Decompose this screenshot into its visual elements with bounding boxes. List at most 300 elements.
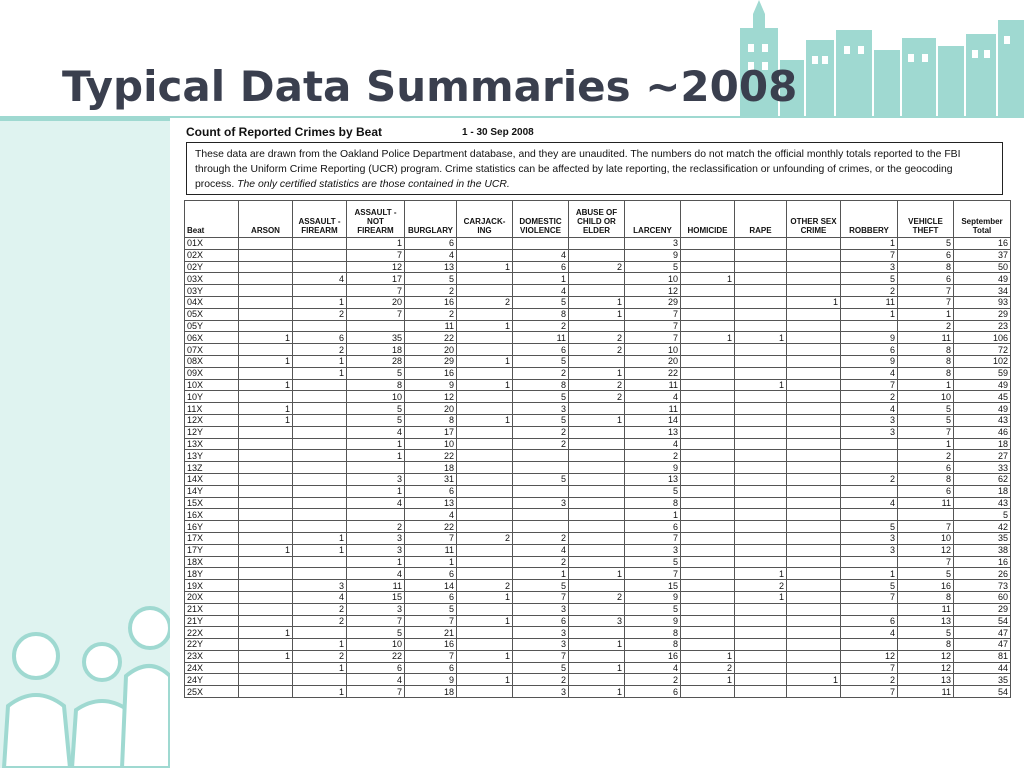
count-cell: 1 <box>347 238 405 250</box>
count-cell <box>457 473 513 485</box>
count-cell: 35 <box>954 532 1011 544</box>
table-row <box>185 485 1011 497</box>
count-cell: 3 <box>293 580 347 592</box>
count-cell <box>293 521 347 533</box>
count-cell: 34 <box>954 285 1011 297</box>
count-cell <box>735 462 787 474</box>
count-cell <box>787 544 841 556</box>
count-cell <box>787 521 841 533</box>
count-cell <box>841 556 898 568</box>
count-cell: 4 <box>841 497 898 509</box>
beat-cell: 04X <box>185 296 239 308</box>
count-cell: 7 <box>347 308 405 320</box>
count-cell: 14 <box>625 414 681 426</box>
count-cell <box>681 308 735 320</box>
count-cell: 47 <box>954 627 1011 639</box>
column-header: ABUSE OF CHILD OR ELDER <box>569 201 625 238</box>
count-cell <box>457 686 513 698</box>
count-cell <box>681 296 735 308</box>
count-cell <box>513 485 569 497</box>
count-cell <box>239 615 293 627</box>
count-cell <box>569 238 625 250</box>
count-cell <box>239 473 293 485</box>
count-cell: 5 <box>841 580 898 592</box>
table-row <box>185 497 1011 509</box>
count-cell: 1 <box>347 556 405 568</box>
count-cell: 27 <box>954 450 1011 462</box>
beat-cell: 03X <box>185 273 239 285</box>
table-row <box>185 521 1011 533</box>
count-cell: 20 <box>405 344 457 356</box>
count-cell: 8 <box>898 367 954 379</box>
column-header: ASSAULT - NOT FIREARM <box>347 201 405 238</box>
count-cell <box>569 580 625 592</box>
count-cell: 1 <box>239 332 293 344</box>
count-cell: 8 <box>625 639 681 651</box>
count-cell: 3 <box>347 532 405 544</box>
count-cell <box>681 556 735 568</box>
count-cell <box>293 320 347 332</box>
table-row <box>185 355 1011 367</box>
count-cell: 4 <box>625 662 681 674</box>
count-cell: 6 <box>898 485 954 497</box>
count-cell: 6 <box>513 344 569 356</box>
count-cell: 5 <box>841 273 898 285</box>
table-row <box>185 320 1011 332</box>
table-row <box>185 238 1011 250</box>
count-cell: 22 <box>405 450 457 462</box>
beat-cell: 13Z <box>185 462 239 474</box>
count-cell: 6 <box>841 615 898 627</box>
count-cell <box>457 627 513 639</box>
count-cell: 2 <box>513 674 569 686</box>
count-cell: 1 <box>457 674 513 686</box>
count-cell: 7 <box>841 591 898 603</box>
count-cell <box>681 367 735 379</box>
count-cell: 12 <box>625 285 681 297</box>
count-cell: 1 <box>457 615 513 627</box>
count-cell: 49 <box>954 379 1011 391</box>
count-cell <box>457 450 513 462</box>
beat-cell: 21X <box>185 603 239 615</box>
count-cell <box>569 438 625 450</box>
count-cell: 7 <box>841 379 898 391</box>
count-cell <box>347 462 405 474</box>
count-cell <box>239 568 293 580</box>
count-cell: 2 <box>513 426 569 438</box>
count-cell <box>569 497 625 509</box>
count-cell: 31 <box>405 473 457 485</box>
count-cell: 5 <box>347 414 405 426</box>
count-cell: 15 <box>625 580 681 592</box>
count-cell <box>681 249 735 261</box>
count-cell: 1 <box>787 296 841 308</box>
count-cell <box>569 462 625 474</box>
table-row <box>185 662 1011 674</box>
count-cell: 13 <box>898 615 954 627</box>
count-cell: 37 <box>954 249 1011 261</box>
count-cell: 5 <box>405 273 457 285</box>
count-cell <box>293 426 347 438</box>
count-cell: 1 <box>513 273 569 285</box>
beat-cell: 12Y <box>185 426 239 438</box>
count-cell <box>347 509 405 521</box>
count-cell <box>457 568 513 580</box>
count-cell <box>841 438 898 450</box>
count-cell: 2 <box>569 344 625 356</box>
count-cell: 29 <box>625 296 681 308</box>
count-cell: 2 <box>841 285 898 297</box>
count-cell <box>239 497 293 509</box>
count-cell <box>569 249 625 261</box>
count-cell: 4 <box>625 438 681 450</box>
count-cell: 29 <box>954 308 1011 320</box>
count-cell: 2 <box>625 674 681 686</box>
count-cell: 8 <box>898 344 954 356</box>
beat-cell: 06X <box>185 332 239 344</box>
count-cell <box>569 509 625 521</box>
table-row <box>185 674 1011 686</box>
count-cell <box>787 473 841 485</box>
count-cell: 3 <box>569 615 625 627</box>
count-cell <box>293 497 347 509</box>
count-cell: 11 <box>405 544 457 556</box>
count-cell: 6 <box>625 686 681 698</box>
count-cell <box>787 485 841 497</box>
report-disclaimer <box>186 142 1003 195</box>
count-cell: 6 <box>405 568 457 580</box>
count-cell: 2 <box>405 308 457 320</box>
count-cell <box>681 639 735 651</box>
count-cell: 1 <box>239 355 293 367</box>
count-cell <box>457 521 513 533</box>
count-cell: 38 <box>954 544 1011 556</box>
count-cell: 1 <box>239 414 293 426</box>
count-cell <box>239 249 293 261</box>
count-cell <box>787 320 841 332</box>
count-cell <box>293 485 347 497</box>
beat-cell: 03Y <box>185 285 239 297</box>
beat-cell: 24Y <box>185 674 239 686</box>
count-cell: 5 <box>898 568 954 580</box>
count-cell: 3 <box>347 603 405 615</box>
count-cell <box>513 509 569 521</box>
count-cell: 46 <box>954 426 1011 438</box>
count-cell <box>293 379 347 391</box>
count-cell <box>457 639 513 651</box>
report-heading: Count of Reported Crimes by Beat <box>186 125 383 139</box>
count-cell: 3 <box>513 639 569 651</box>
count-cell <box>681 285 735 297</box>
table-row <box>185 344 1011 356</box>
count-cell: 6 <box>513 261 569 273</box>
table-row <box>185 544 1011 556</box>
table-row <box>185 603 1011 615</box>
count-cell: 13 <box>405 261 457 273</box>
count-cell: 1 <box>405 556 457 568</box>
column-header: CARJACK-ING <box>457 201 513 238</box>
count-cell: 7 <box>347 249 405 261</box>
count-cell: 72 <box>954 344 1011 356</box>
count-cell: 3 <box>625 238 681 250</box>
count-cell: 2 <box>681 662 735 674</box>
count-cell <box>457 462 513 474</box>
count-cell <box>681 320 735 332</box>
column-header: DOMESTIC VIOLENCE <box>513 201 569 238</box>
count-cell: 12 <box>898 662 954 674</box>
count-cell: 3 <box>841 532 898 544</box>
column-header: HOMICIDE <box>681 201 735 238</box>
count-cell: 50 <box>954 261 1011 273</box>
count-cell: 35 <box>954 674 1011 686</box>
count-cell: 11 <box>625 403 681 415</box>
count-cell: 4 <box>293 591 347 603</box>
count-cell: 9 <box>405 379 457 391</box>
count-cell: 8 <box>898 473 954 485</box>
count-cell: 1 <box>735 568 787 580</box>
count-cell: 22 <box>625 367 681 379</box>
count-cell <box>457 344 513 356</box>
count-cell: 35 <box>347 332 405 344</box>
count-cell <box>735 532 787 544</box>
count-cell: 1 <box>239 403 293 415</box>
count-cell: 16 <box>954 556 1011 568</box>
count-cell: 5 <box>513 355 569 367</box>
beat-cell: 21Y <box>185 615 239 627</box>
count-cell: 3 <box>841 426 898 438</box>
count-cell: 18 <box>954 438 1011 450</box>
count-cell: 10 <box>347 391 405 403</box>
count-cell: 20 <box>405 403 457 415</box>
count-cell: 1 <box>681 332 735 344</box>
column-header: ARSON <box>239 201 293 238</box>
count-cell <box>569 532 625 544</box>
table-row <box>185 568 1011 580</box>
count-cell <box>681 426 735 438</box>
count-cell <box>347 320 405 332</box>
count-cell: 11 <box>625 379 681 391</box>
count-cell: 3 <box>513 686 569 698</box>
count-cell: 12 <box>898 544 954 556</box>
report-date-range: 1 - 30 Sep 2008 <box>462 127 534 138</box>
table-row <box>185 261 1011 273</box>
count-cell: 1 <box>569 296 625 308</box>
count-cell: 5 <box>898 403 954 415</box>
count-cell: 22 <box>405 521 457 533</box>
count-cell: 6 <box>898 273 954 285</box>
count-cell: 33 <box>954 462 1011 474</box>
count-cell: 1 <box>841 308 898 320</box>
count-cell: 4 <box>347 426 405 438</box>
count-cell <box>513 238 569 250</box>
count-cell: 5 <box>347 403 405 415</box>
column-header: LARCENY <box>625 201 681 238</box>
count-cell <box>787 273 841 285</box>
count-cell: 47 <box>954 639 1011 651</box>
count-cell: 9 <box>841 332 898 344</box>
count-cell: 7 <box>405 532 457 544</box>
count-cell: 5 <box>841 521 898 533</box>
count-cell: 1 <box>293 532 347 544</box>
count-cell <box>681 485 735 497</box>
count-cell <box>735 391 787 403</box>
count-cell <box>787 344 841 356</box>
count-cell <box>681 568 735 580</box>
count-cell <box>457 438 513 450</box>
count-cell <box>735 662 787 674</box>
count-cell <box>457 509 513 521</box>
beat-cell: 19X <box>185 580 239 592</box>
count-cell: 9 <box>405 674 457 686</box>
count-cell: 16 <box>954 238 1011 250</box>
count-cell <box>239 320 293 332</box>
count-cell: 11 <box>898 686 954 698</box>
table-header-row <box>185 201 1011 238</box>
count-cell: 13 <box>625 473 681 485</box>
count-cell <box>735 285 787 297</box>
count-cell <box>239 591 293 603</box>
count-cell <box>787 615 841 627</box>
count-cell <box>569 285 625 297</box>
count-cell: 1 <box>239 627 293 639</box>
count-cell <box>569 403 625 415</box>
count-cell: 22 <box>347 650 405 662</box>
count-cell: 1 <box>293 367 347 379</box>
beat-cell: 14Y <box>185 485 239 497</box>
count-cell: 2 <box>841 391 898 403</box>
count-cell <box>293 450 347 462</box>
count-cell: 7 <box>898 296 954 308</box>
count-cell <box>457 249 513 261</box>
count-cell <box>681 686 735 698</box>
count-cell: 2 <box>347 521 405 533</box>
beat-cell: 18Y <box>185 568 239 580</box>
count-cell <box>457 391 513 403</box>
count-cell <box>787 238 841 250</box>
count-cell: 6 <box>625 521 681 533</box>
count-cell: 8 <box>347 379 405 391</box>
count-cell <box>735 438 787 450</box>
table-row <box>185 285 1011 297</box>
count-cell: 5 <box>513 580 569 592</box>
count-cell: 54 <box>954 686 1011 698</box>
count-cell <box>239 308 293 320</box>
beat-cell: 07X <box>185 344 239 356</box>
beat-cell: 12X <box>185 414 239 426</box>
count-cell: 7 <box>513 591 569 603</box>
count-cell <box>513 521 569 533</box>
count-cell <box>787 662 841 674</box>
count-cell: 8 <box>625 497 681 509</box>
count-cell: 3 <box>513 627 569 639</box>
disclaimer-text: These data are drawn from the Oakland Police Department database, and they are unaudited. The numbers do not match the official monthly totals reported to the FBI through the Uniform Crime Reporting (UCR) program. Crime statistics can be affected by late reporting, the reclassification or unfounding of crimes, or the geocoding process. <box>195 149 961 190</box>
beat-cell: 24X <box>185 662 239 674</box>
count-cell: 17 <box>347 273 405 285</box>
count-cell: 8 <box>405 414 457 426</box>
count-cell: 2 <box>457 532 513 544</box>
count-cell <box>681 450 735 462</box>
count-cell: 9 <box>625 249 681 261</box>
count-cell: 1 <box>457 261 513 273</box>
table-row <box>185 650 1011 662</box>
count-cell: 10 <box>405 438 457 450</box>
count-cell <box>787 509 841 521</box>
count-cell <box>681 261 735 273</box>
beat-cell: 17Y <box>185 544 239 556</box>
count-cell: 6 <box>405 485 457 497</box>
beat-cell: 16Y <box>185 521 239 533</box>
count-cell: 16 <box>405 639 457 651</box>
count-cell: 1 <box>841 238 898 250</box>
count-cell <box>841 603 898 615</box>
count-cell: 1 <box>681 674 735 686</box>
count-cell <box>735 320 787 332</box>
column-header: Beat <box>185 201 239 238</box>
count-cell <box>787 367 841 379</box>
count-cell: 13 <box>898 674 954 686</box>
table-row <box>185 556 1011 568</box>
count-cell <box>569 426 625 438</box>
count-cell: 5 <box>898 238 954 250</box>
table-row <box>185 426 1011 438</box>
count-cell <box>239 462 293 474</box>
count-cell: 5 <box>625 556 681 568</box>
count-cell <box>735 261 787 273</box>
count-cell: 4 <box>841 403 898 415</box>
count-cell: 9 <box>625 591 681 603</box>
count-cell <box>681 509 735 521</box>
count-cell: 2 <box>569 591 625 603</box>
count-cell <box>293 568 347 580</box>
count-cell: 8 <box>898 639 954 651</box>
count-cell <box>841 509 898 521</box>
beat-cell: 25X <box>185 686 239 698</box>
count-cell: 18 <box>405 462 457 474</box>
count-cell <box>735 615 787 627</box>
count-cell <box>787 308 841 320</box>
count-cell: 2 <box>569 379 625 391</box>
beat-cell: 05Y <box>185 320 239 332</box>
count-cell <box>787 556 841 568</box>
count-cell <box>735 674 787 686</box>
count-cell: 42 <box>954 521 1011 533</box>
count-cell: 3 <box>513 603 569 615</box>
beat-cell: 13Y <box>185 450 239 462</box>
count-cell <box>457 308 513 320</box>
count-cell: 12 <box>347 261 405 273</box>
count-cell <box>735 296 787 308</box>
count-cell <box>569 603 625 615</box>
count-cell: 1 <box>457 379 513 391</box>
count-cell: 54 <box>954 615 1011 627</box>
count-cell: 9 <box>625 615 681 627</box>
count-cell: 10 <box>898 391 954 403</box>
count-cell: 18 <box>405 686 457 698</box>
beat-cell: 15X <box>185 497 239 509</box>
count-cell <box>787 379 841 391</box>
count-cell <box>787 438 841 450</box>
count-cell <box>787 497 841 509</box>
count-cell <box>569 473 625 485</box>
count-cell: 7 <box>898 285 954 297</box>
count-cell <box>239 521 293 533</box>
count-cell: 60 <box>954 591 1011 603</box>
count-cell <box>681 521 735 533</box>
count-cell <box>681 379 735 391</box>
count-cell: 1 <box>787 674 841 686</box>
count-cell: 1 <box>293 296 347 308</box>
count-cell: 5 <box>513 296 569 308</box>
